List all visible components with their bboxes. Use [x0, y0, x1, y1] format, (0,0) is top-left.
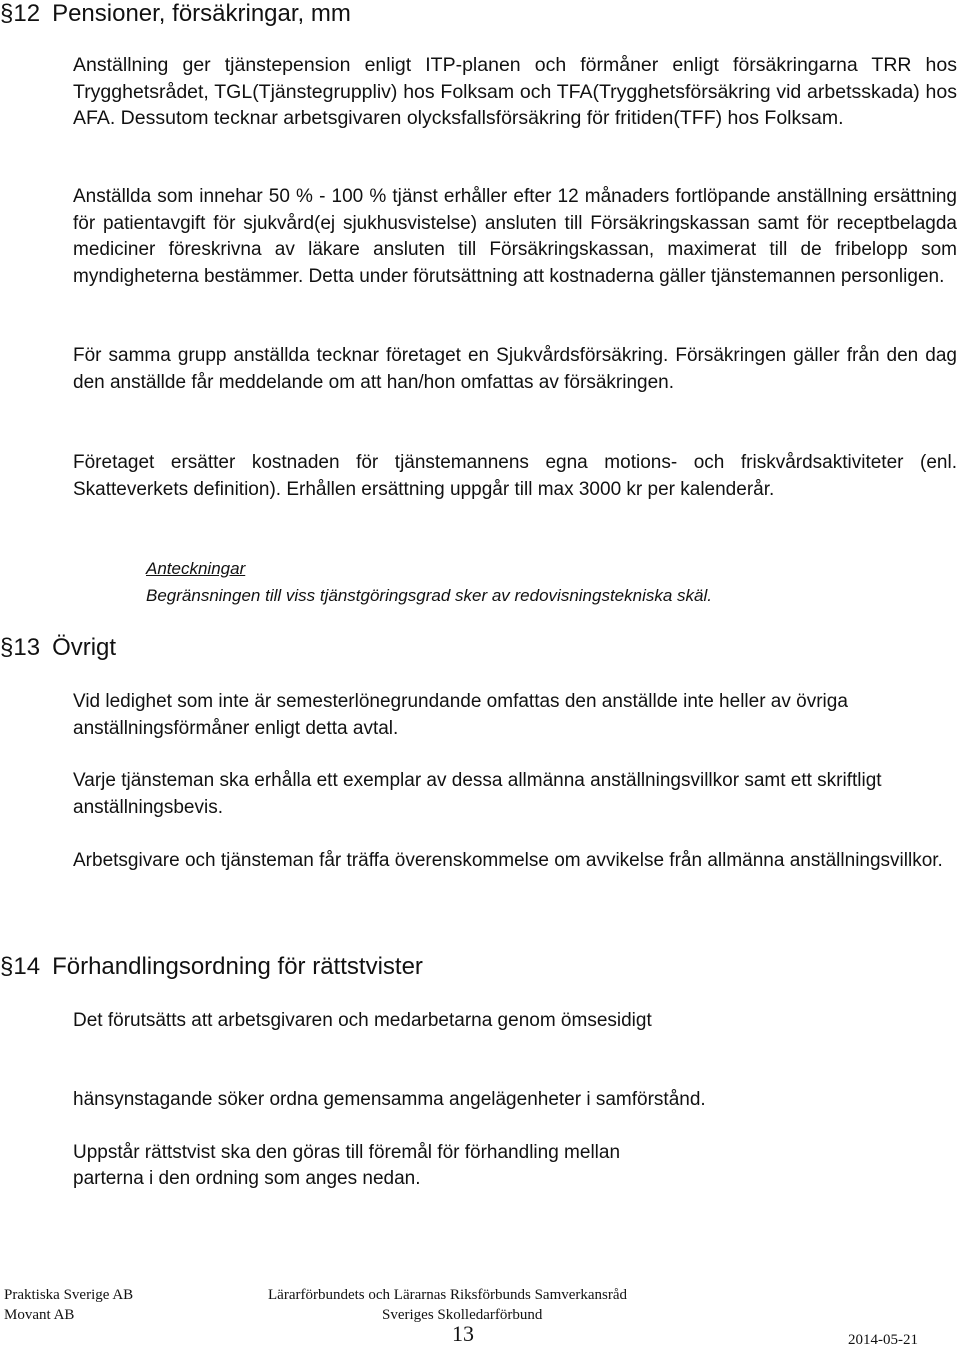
section-title: Pensioner, försäkringar, mm [52, 0, 351, 27]
section-13-heading [0, 634, 116, 662]
section-symbol: § [0, 634, 14, 661]
notes-text: Begränsningen till viss tjänstgöringsgrad sker av redovisningstekniska skäl. [146, 586, 713, 605]
section-13-paragraph-1: Vid ledighet som inte är semesterlönegrundande omfattas den anställde inte heller av övriga anställningsförmåner enligt detta avtal. [73, 691, 848, 739]
section-symbol: § [0, 0, 14, 27]
footer-left-line-2: Movant AB [4, 1307, 75, 1323]
section-title: Övrigt [52, 634, 117, 661]
section-number: 14 [13, 953, 41, 980]
section-12-paragraph-3: För samma grupp anställda tecknar företaget en Sjukvårdsförsäkring. Försäkringen gäller från den dag den anställde får meddelande om att han/hon omfattas av försäkringen. [73, 345, 957, 393]
section-13-paragraph-3: Arbetsgivare och tjänsteman får träffa överenskommelse om avvikelse från allmänna anställningsvillkor. [73, 850, 943, 871]
section-14-heading [0, 953, 423, 981]
section-symbol: § [0, 953, 14, 980]
notes-title: Anteckningar [146, 559, 246, 578]
section-12-paragraph-4: Företaget ersätter kostnaden för tjänstemannens egna motions- och friskvårdsaktiviteter (enl. Skatteverkets definition). Erhållen ersättning uppgår till max 3000 kr per kalenderår. [73, 452, 957, 500]
section-14-paragraph-1: Det förutsätts att arbetsgivaren och medarbetarna genom ömsesidigt [73, 1010, 652, 1031]
section-14-paragraph-2: hänsynstagande söker ordna gemensamma angelägenheter i samförstånd. [73, 1089, 706, 1110]
footer-center-line-1: Lärarförbundets och Lärarnas Riksförbunds Samverkansråd [268, 1287, 628, 1303]
section-number: 12 [13, 0, 41, 27]
section-14-paragraph-3b: parterna i den ordning som anges nedan. [73, 1168, 421, 1189]
footer-center-line-2: Sveriges Skolledarförbund [382, 1307, 543, 1323]
footer-page-number: 13 [452, 1321, 474, 1346]
section-12-heading [0, 0, 351, 28]
section-13-paragraph-2: Varje tjänsteman ska erhålla ett exemplar av dessa allmänna anställningsvillkor samt ett skriftligt anställningsbevis. [73, 770, 882, 818]
footer-date: 2014-05-21 [848, 1332, 918, 1348]
section-14-paragraph-3a: Uppstår rättstvist ska den göras till föremål för förhandling mellan [73, 1142, 621, 1163]
section-number: 13 [13, 634, 41, 661]
footer-left-line-1: Praktiska Sverige AB [4, 1287, 134, 1303]
section-12-paragraph-2: Anställda som innehar 50 % - 100 % tjänst erhåller efter 12 månaders fortlöpande anställning ersättning för patientavgift för sjukvård(ej sjukhusvistelse) ansluten till Försäkringskassan samt för receptbelagda mediciner föreskrivna av läkare ansluten till Försäkringskassan, maximerat till de fribelopp som myndigheterna bestämmer. Detta under förutsättning att kostnaderna gäller tjänstemannen personligen. [73, 186, 957, 287]
section-title: Förhandlingsordning för rättstvister [52, 953, 423, 980]
section-12-paragraph-1: Anställning ger tjänstepension enligt ITP-planen och förmåner enligt försäkringarna TRR hos Trygghetsrådet, TGL(Tjänstegruppliv) hos Folksam och TFA(Trygghetsförsäkring vid arbetsskada) hos AFA. Dessutom tecknar arbetsgivaren olycksfallsförsäkring för fritiden(TFF) hos Folksam. [73, 54, 957, 129]
